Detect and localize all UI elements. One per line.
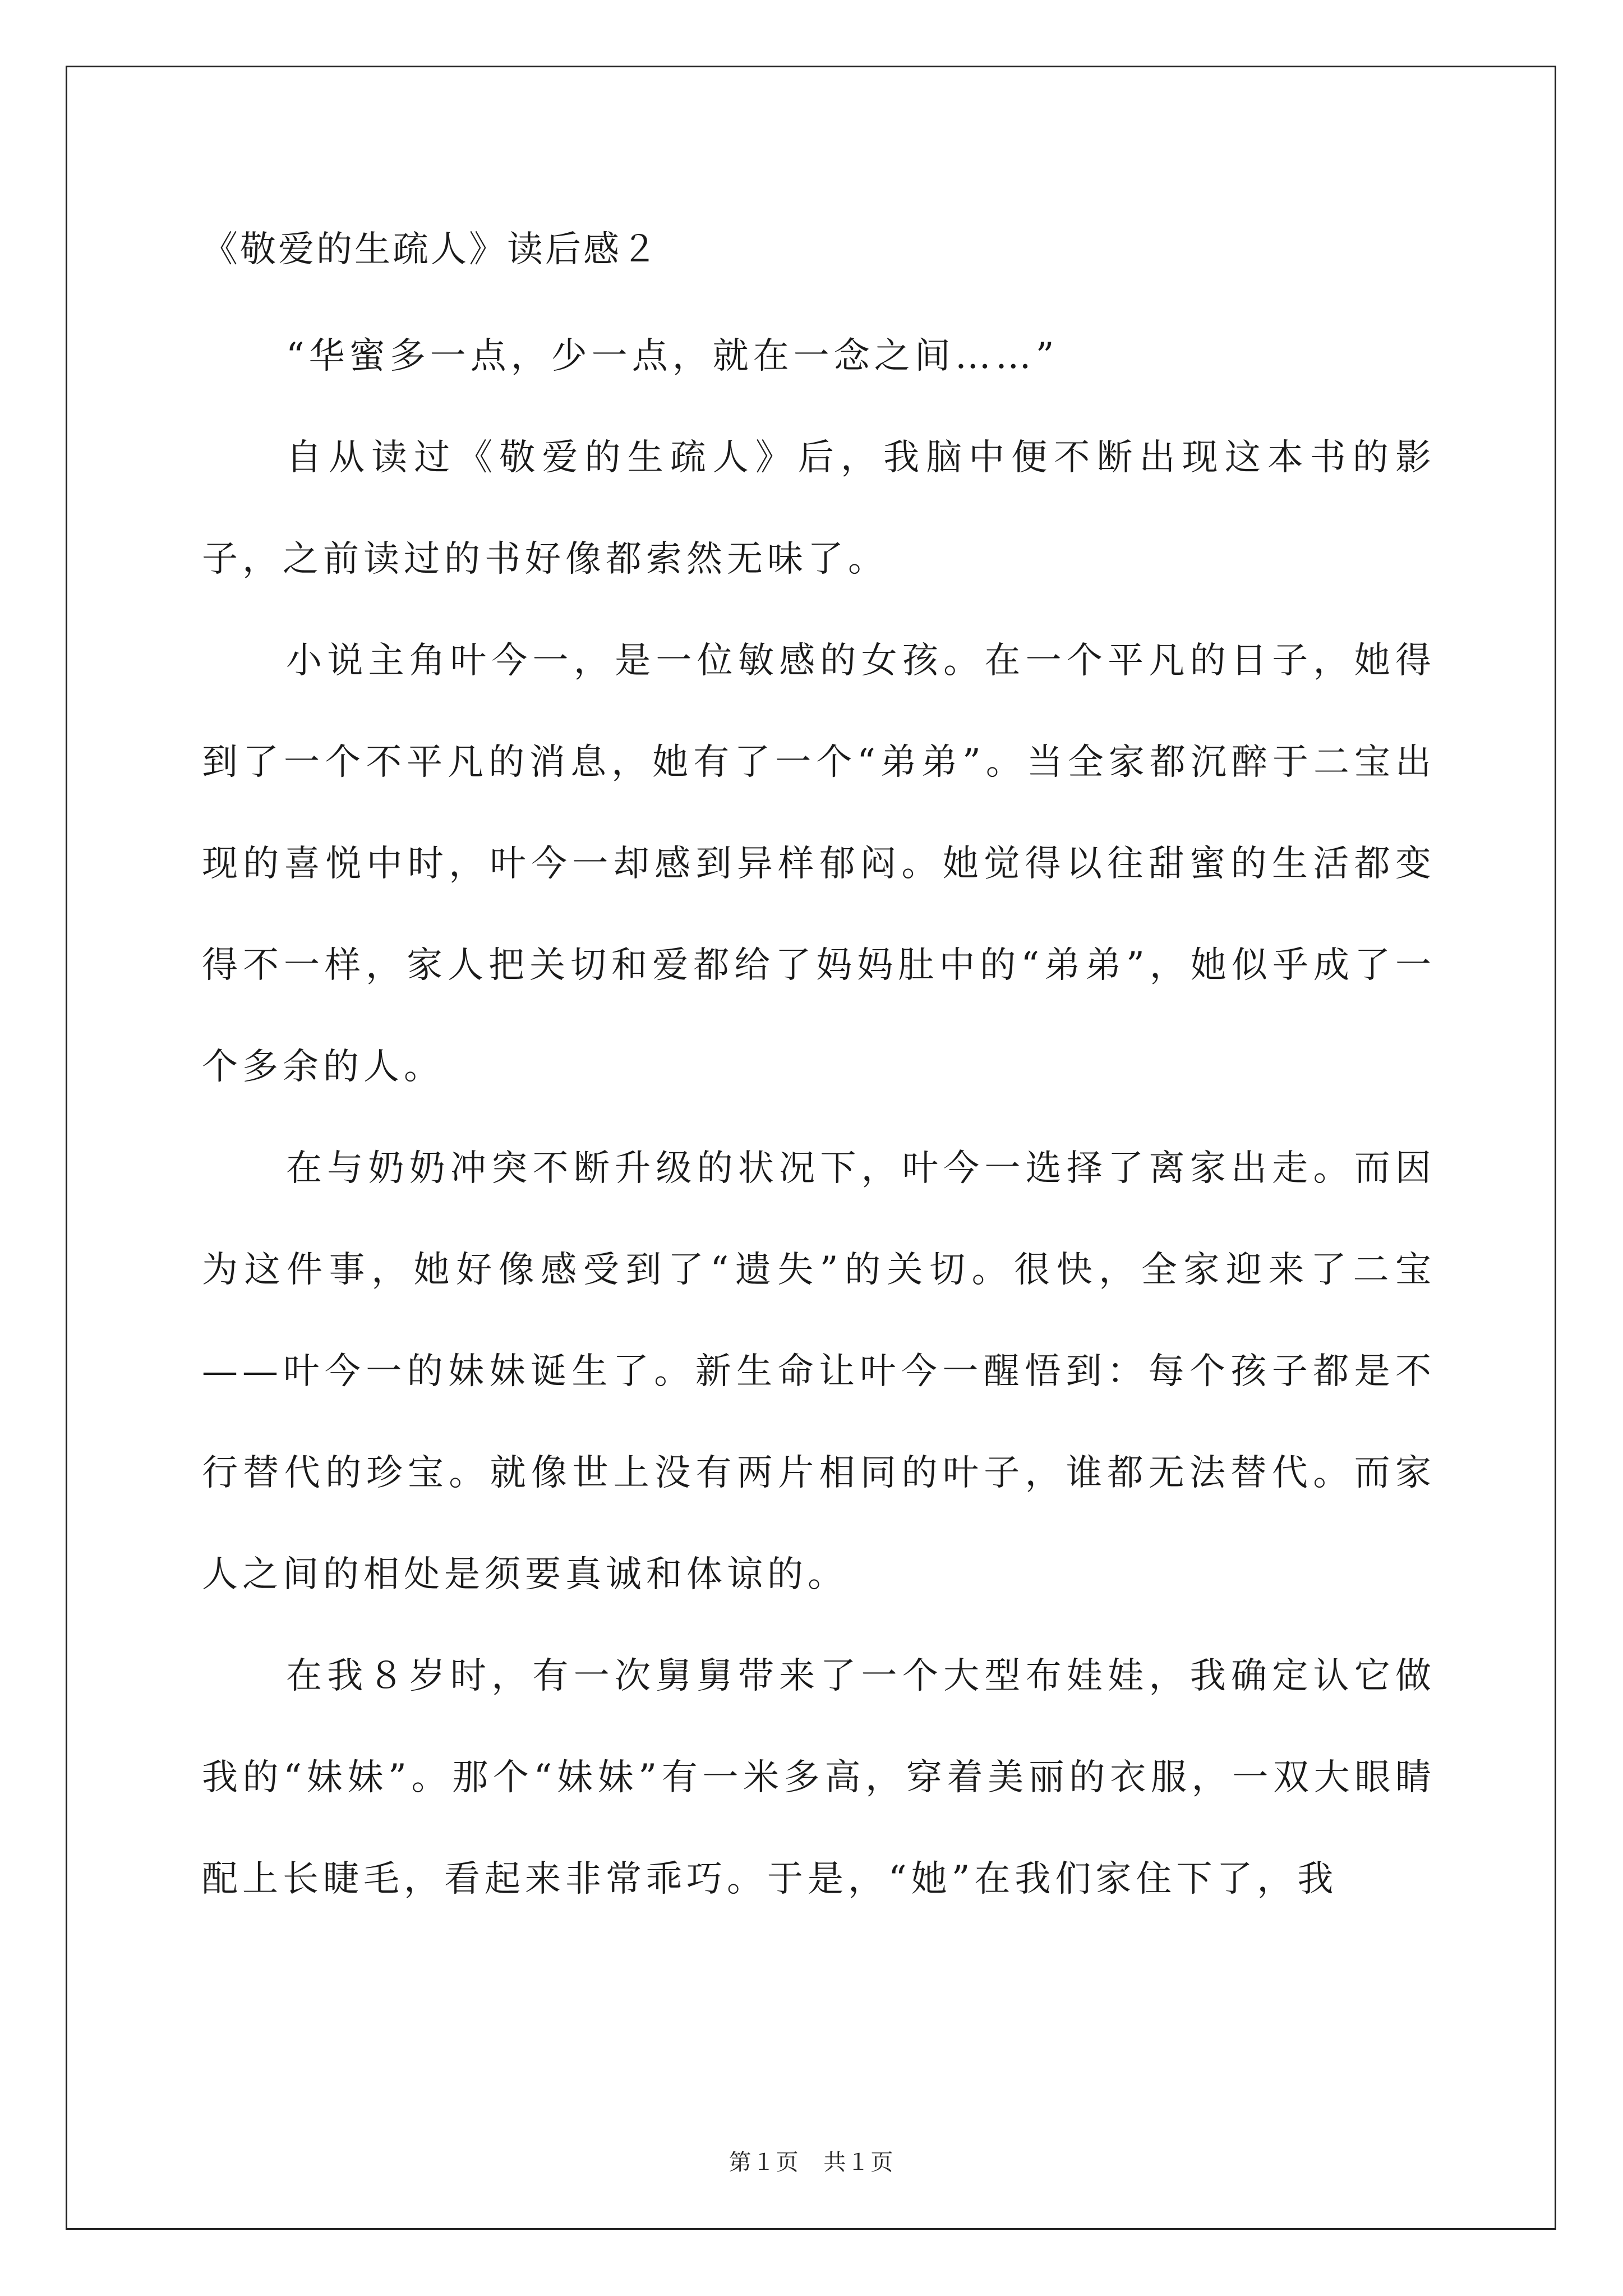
page-number: 第１页 — [728, 2150, 800, 2175]
page-footer — [0, 2145, 1623, 2177]
paragraph-resolution: 在与奶奶冲突不断升级的状况下，叶今一选择了离家出走。而因为这件事，她好像感受到了“遗失”的关切。很快，全家迎来了二宝——叶今一的妹妹诞生了。新生命让叶今一醒悟到：每个孩子都是不行替代的珍宝。就像世上没有两片相同的叶子，谁都无法替代。而家人之间的相处是须要真诚和体谅的。 — [202, 1148, 1436, 1595]
page-total: 共１页 — [823, 2150, 895, 2175]
paragraph-intro: 自从读过《敬爱的生疏人》后，我脑中便不断出现这本书的影子，之前读过的书好像都索然无味了。 — [202, 437, 1436, 580]
document-body — [202, 222, 1436, 1930]
paragraph-quote: “华蜜多一点，少一点，就在一念之间……” — [286, 335, 1059, 377]
document-title: 《敬爱的生疏人》读后感２ — [202, 229, 660, 270]
paragraph-plot: 小说主角叶今一，是一位敏感的女孩。在一个平凡的日子，她得到了一个不平凡的消息，她有了一个“弟弟”。当全家都沉醉于二宝出现的喜悦中时，叶今一却感到异样郁闷。她觉得以往甜蜜的生活都变得不一样，家人把关切和爱都给了妈妈肚中的“弟弟”，她似乎成了一个多余的人。 — [202, 640, 1436, 1088]
paragraph-personal: 在我８岁时，有一次舅舅带来了一个大型布娃娃，我确定认它做我的“妹妹”。那个“妹妹”有一米多高，穿着美丽的衣服，一双大眼睛配上长睫毛，看起来非常乖巧。于是，“她”在我们家住下了，我 — [202, 1655, 1436, 1900]
